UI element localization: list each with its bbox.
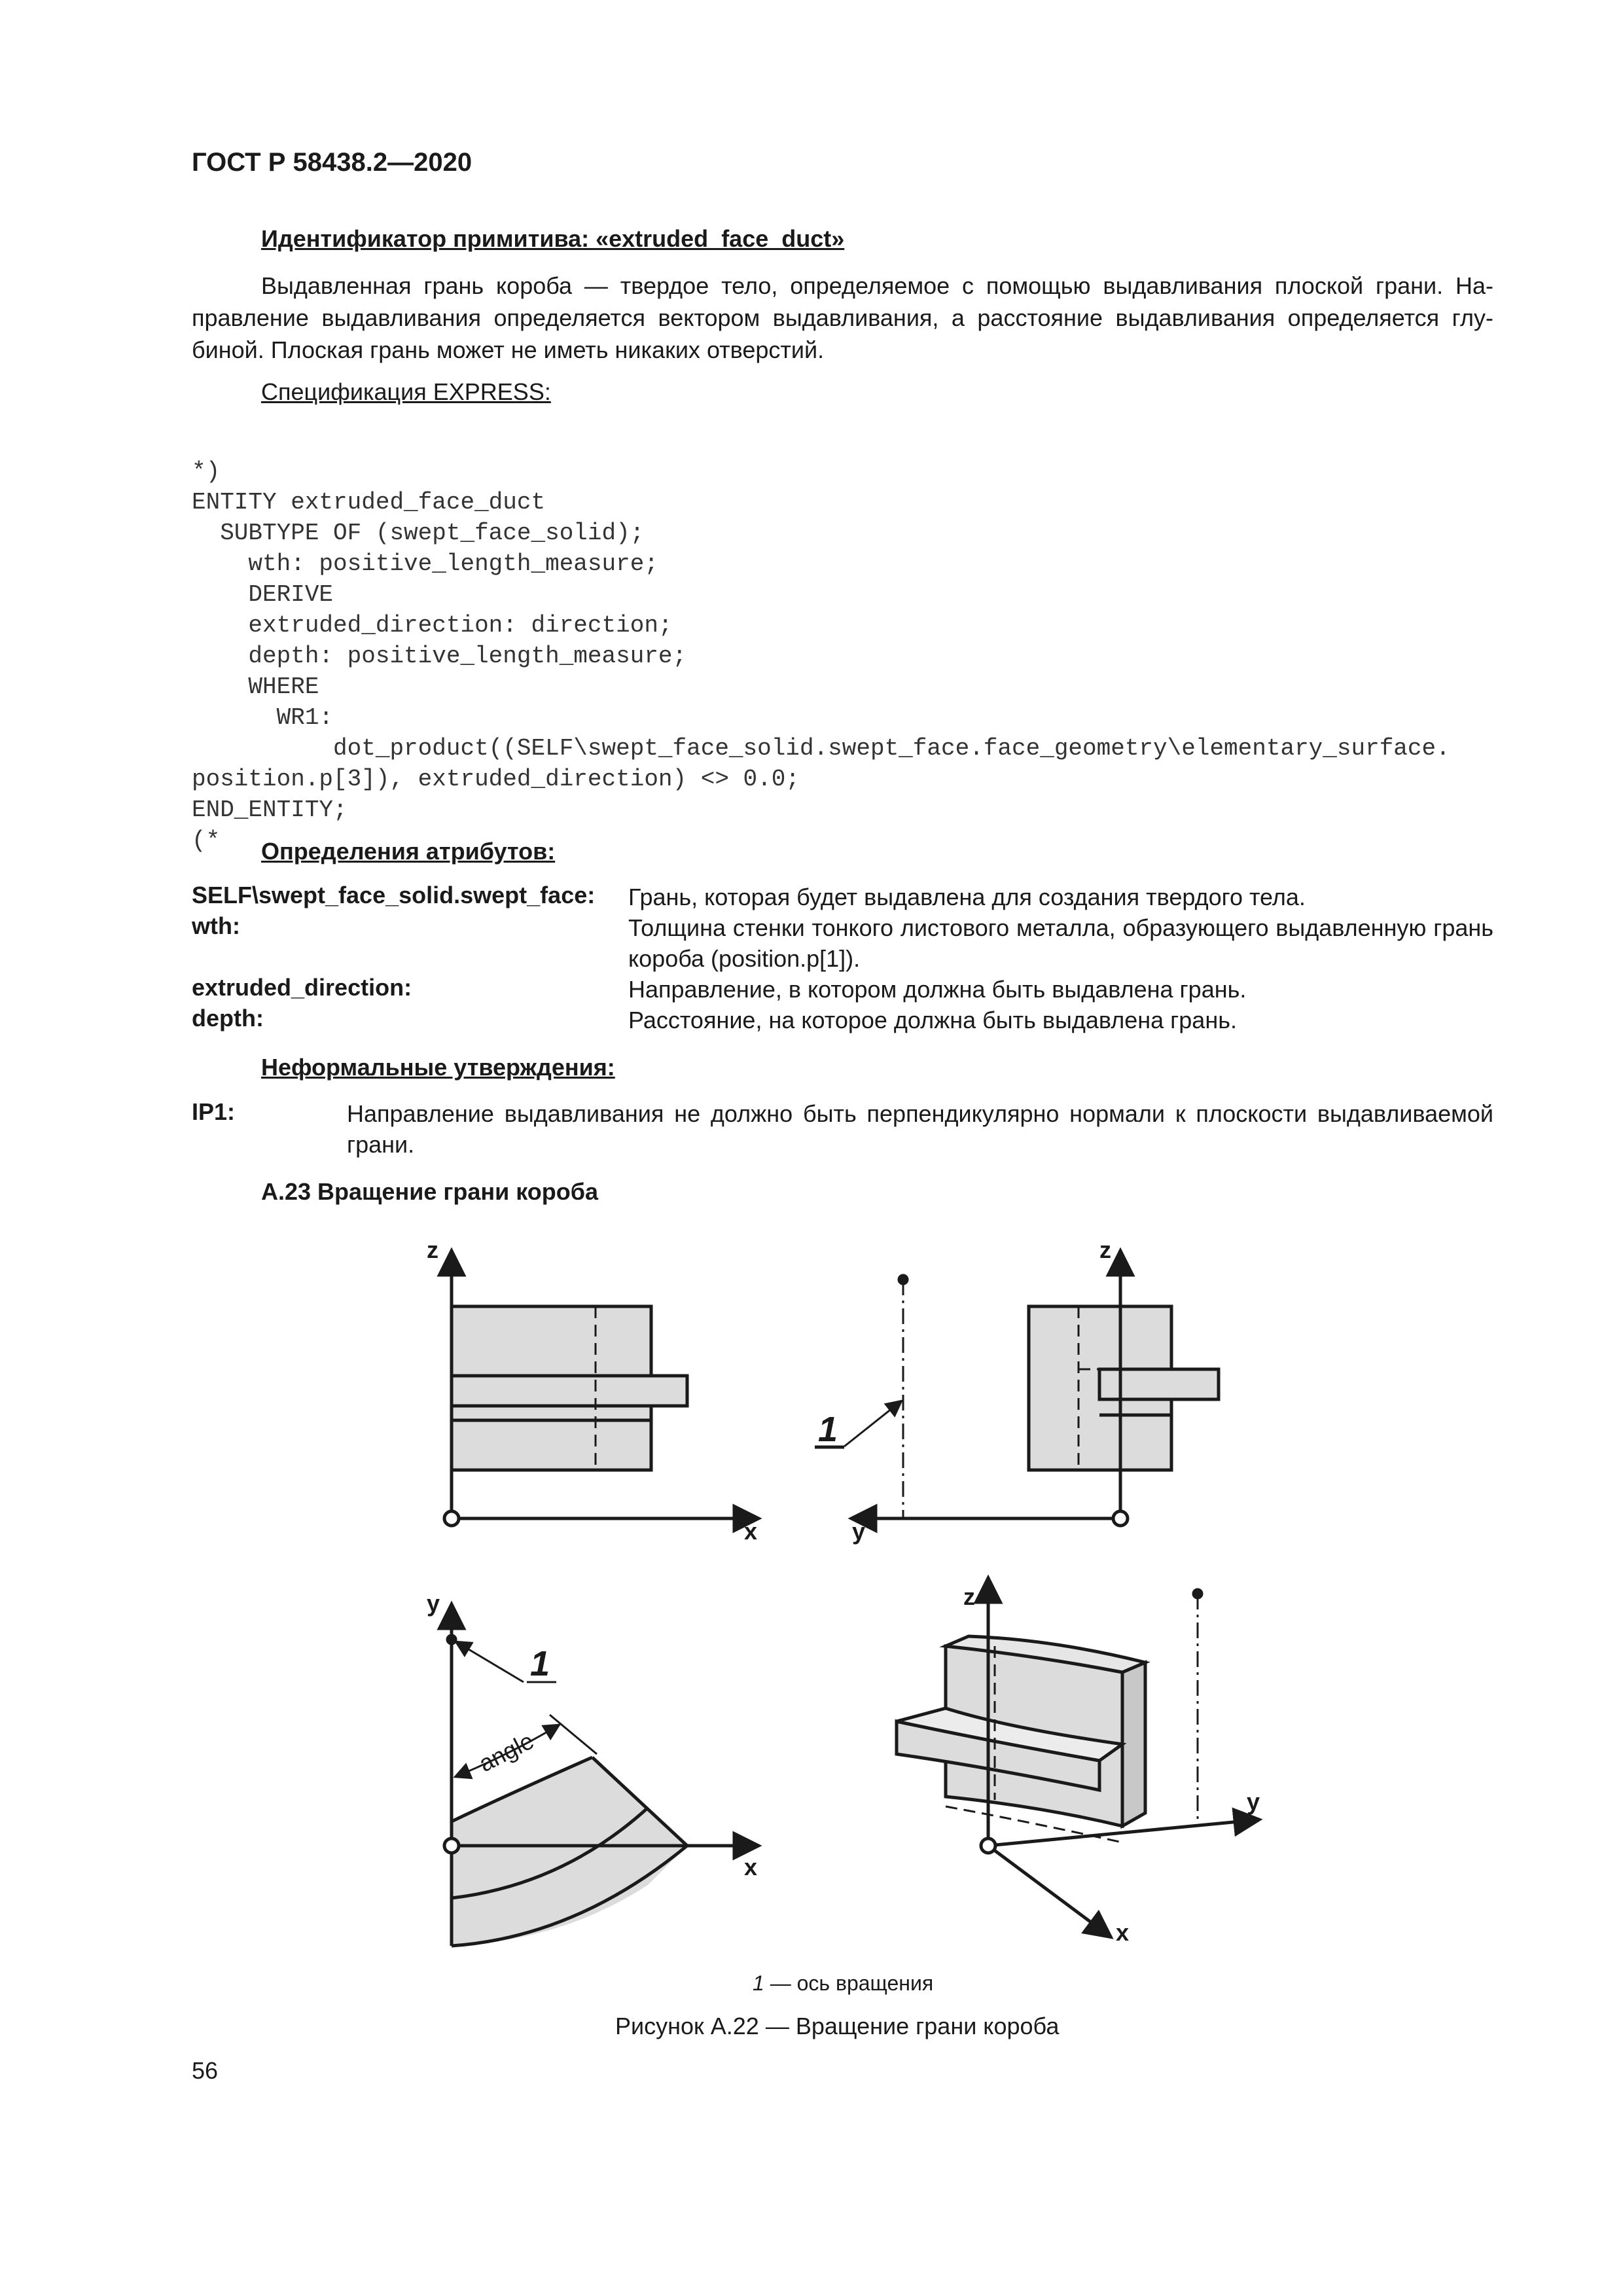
axis-label-z: z xyxy=(1099,1236,1111,1263)
attribute-name: depth: xyxy=(192,1005,264,1031)
view-xz xyxy=(444,1250,759,1526)
axis-label-z: z xyxy=(427,1236,438,1263)
attribute-desc: Направление, в котором должна быть выдавлена грань. xyxy=(628,976,1247,1003)
primitive-id-heading: Идентификатор примитива: «extruded_face_duct» xyxy=(261,225,845,252)
callout-1: 1 xyxy=(530,1644,550,1683)
ip1-text: Направление выдавливания не должно быть перпендикулярно нормали к плоскости выдавливаемой грани. xyxy=(347,1100,1493,1158)
attribute-name: SELF\swept_face_solid.swept_face: xyxy=(192,882,596,908)
code-line: position.p[3]), extruded_direction) <> 0.0; xyxy=(192,766,800,793)
callout-1: 1 xyxy=(818,1410,838,1449)
code-line: WHERE xyxy=(192,673,319,700)
view-yz xyxy=(815,1250,1219,1526)
axis-label-x: x xyxy=(1116,1919,1130,1946)
axis-label-z: z xyxy=(963,1583,975,1610)
axis-label-y: y xyxy=(852,1518,866,1545)
informal-heading: Неформальные утверждения: xyxy=(261,1054,615,1081)
paragraph-line-1: Выдавленная грань короба — твердое тело, определяемое с помощью выдавливания плоской грани. На- xyxy=(261,272,1493,299)
code-line: extruded_direction: direction; xyxy=(192,612,673,639)
angle-label: angle xyxy=(474,1727,539,1778)
attribute-name: extruded_direction: xyxy=(192,974,412,1001)
view-isometric xyxy=(897,1577,1260,1937)
express-spec-label: Спецификация EXPRESS: xyxy=(261,378,551,405)
code-line: wth: positive_length_measure; xyxy=(192,550,658,577)
legend-number: 1 xyxy=(753,1971,764,1995)
code-line: (* xyxy=(192,827,221,854)
attributes-heading: Определения атрибутов: xyxy=(261,838,556,865)
legend-text: — ось вращения xyxy=(764,1971,934,1995)
axis-label-y: y xyxy=(427,1590,440,1617)
paragraph-line-3: биной. Плоская грань может не иметь никаких отверстий. xyxy=(192,336,825,363)
attribute-desc: Толщина стенки тонкого листового металла, образующего выдавленную грань короба (position.p[1]). xyxy=(628,914,1493,972)
code-line: depth: positive_length_measure; xyxy=(192,643,687,670)
axis-label-y: y xyxy=(1247,1788,1260,1815)
code-line: *) xyxy=(192,458,221,485)
paragraph-line-2: правление выдавливания определяется вектором выдавливания, а расстояние выдавливания определяется глу- xyxy=(192,304,1493,331)
code-line: WR1: xyxy=(192,704,334,731)
page-number: 56 xyxy=(192,2057,219,2084)
axis-label-x: x xyxy=(744,1854,758,1880)
code-line: ENTITY extruded_face_duct xyxy=(192,489,546,516)
attribute-desc: Грань, которая будет выдавлена для создания твердого тела. xyxy=(628,884,1306,910)
figure-caption: Рисунок А.22 — Вращение грани короба xyxy=(615,2013,1060,2039)
ip1-label: IP1: xyxy=(192,1098,236,1125)
attribute-name: wth: xyxy=(192,912,240,939)
document-id: ГОСТ Р 58438.2—2020 xyxy=(192,148,473,177)
view-xy-revolve xyxy=(444,1604,759,1946)
code-line: SUBTYPE OF (swept_face_solid); xyxy=(192,520,645,547)
figure-legend xyxy=(753,1971,933,1996)
code-line: DERIVE xyxy=(192,581,334,608)
section-a23-heading: А.23 Вращение грани короба xyxy=(261,1178,599,1205)
attribute-desc: Расстояние, на которое должна быть выдавлена грань. xyxy=(628,1007,1237,1033)
code-line: dot_product((SELF\swept_face_solid.swept_face.face_geometry\elementary_surface. xyxy=(192,735,1450,762)
code-line: END_ENTITY; xyxy=(192,797,348,823)
axis-label-x: x xyxy=(744,1518,758,1545)
